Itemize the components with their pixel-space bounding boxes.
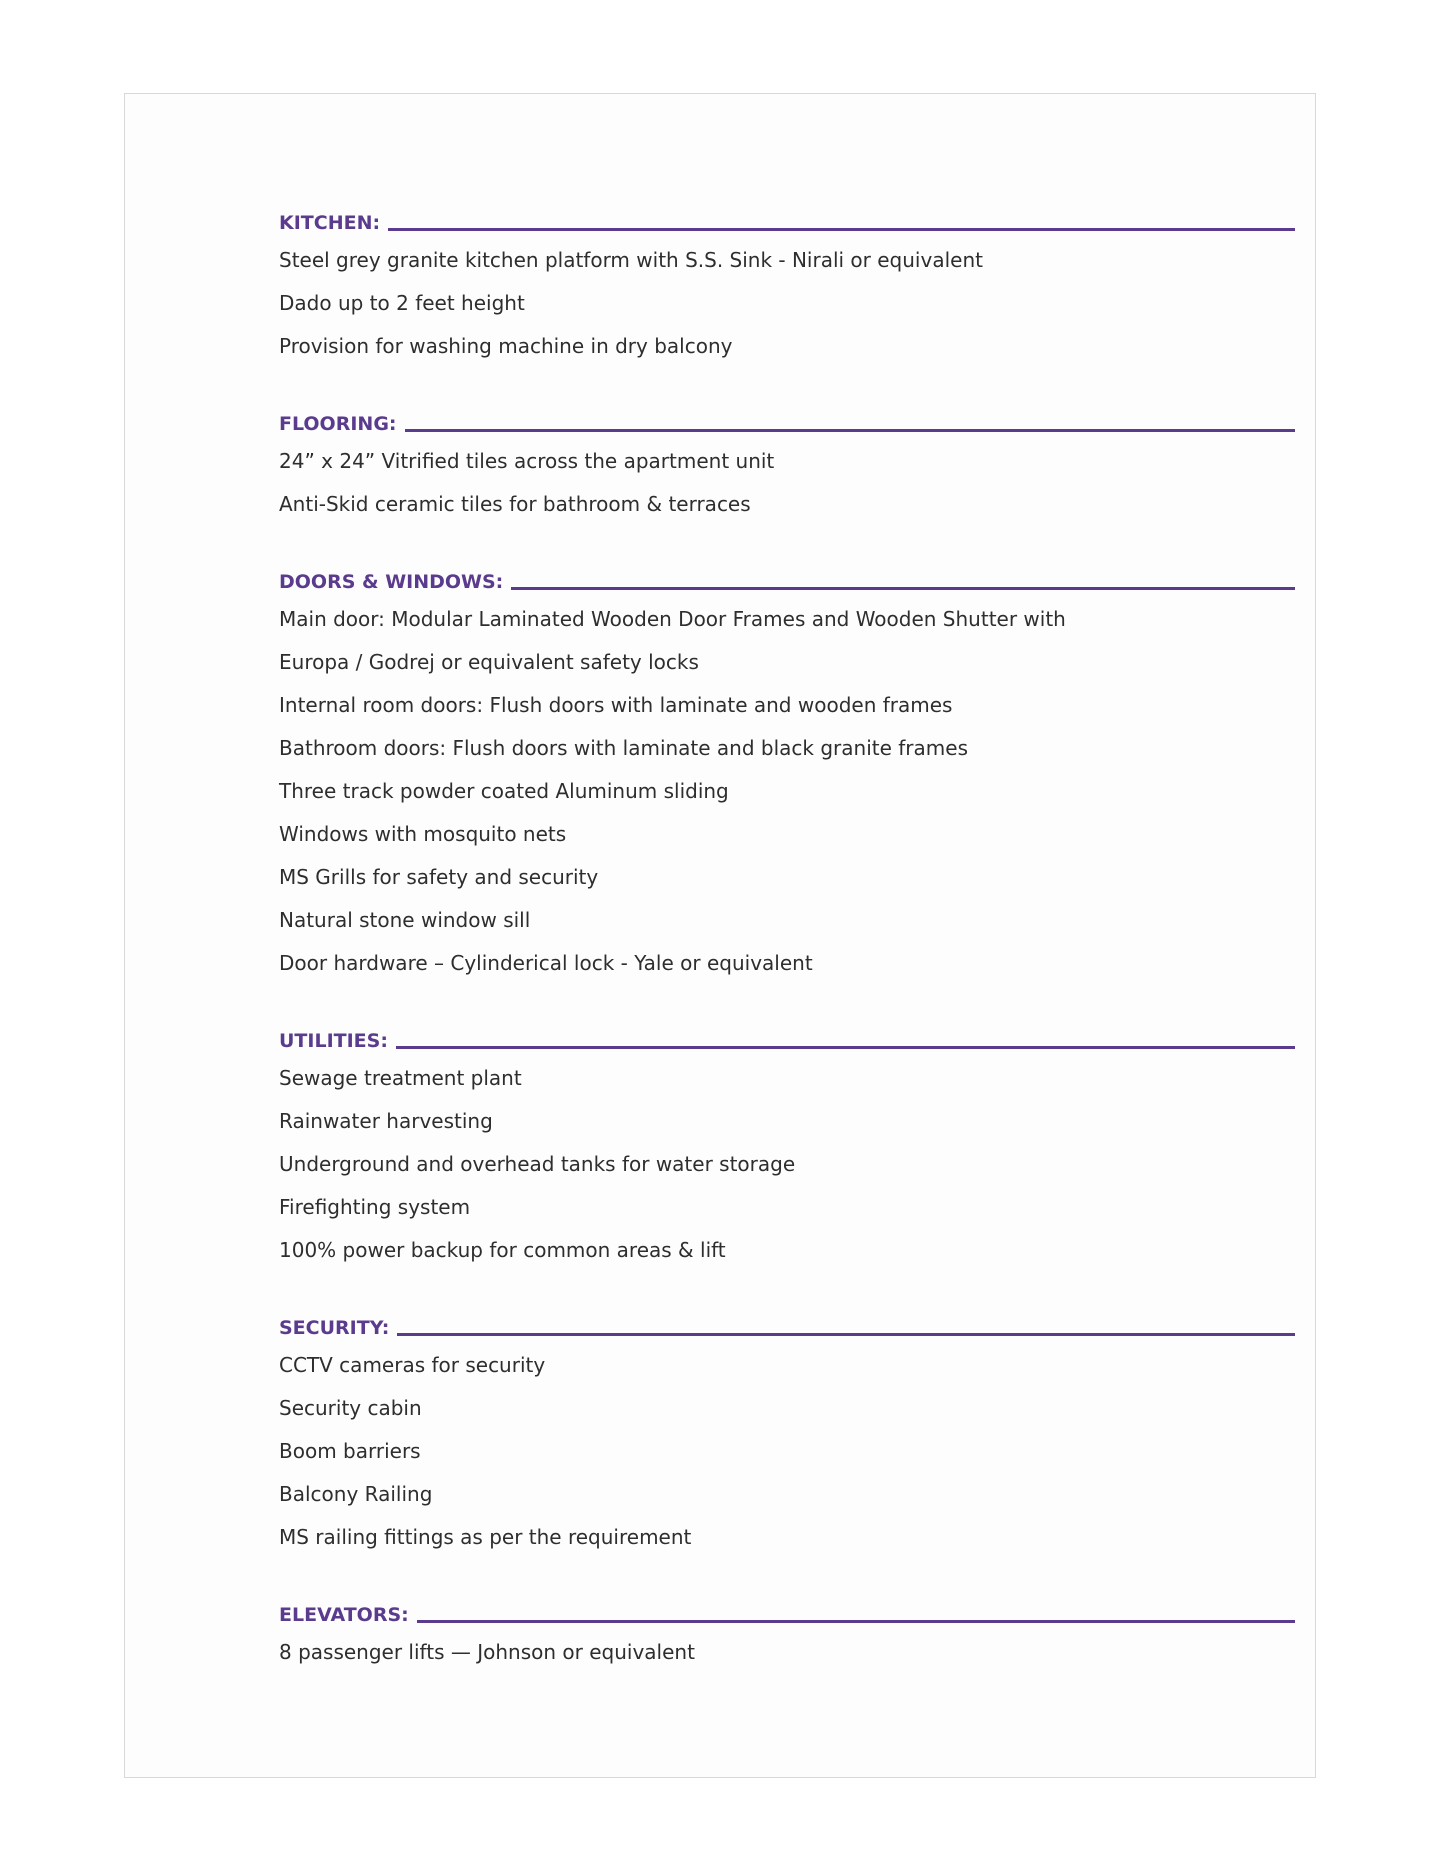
list-item: Three track powder coated Aluminum sliding [279,779,729,803]
heading-rule [417,1620,1295,1623]
list-item: Balcony Railing [279,1482,433,1506]
list-item: Windows with mosquito nets [279,822,567,846]
section-heading [279,208,1295,239]
list-item: Security cabin [279,1396,422,1420]
list-item: Steel grey granite kitchen platform with S.S. Sink - Nirali or equivalent [279,248,983,272]
list-item: Underground and overhead tanks for water storage [279,1152,796,1176]
list-item: Sewage treatment plant [279,1066,522,1090]
list-item: Rainwater harvesting [279,1109,493,1133]
heading-rule [397,1333,1295,1336]
heading-rule [405,429,1295,432]
section-heading [279,1313,1295,1344]
list-item: 100% power backup for common areas & lift [279,1238,726,1262]
heading-rule [396,1046,1295,1049]
section-security [279,1313,1295,1559]
list-item: 24” x 24” Vitrified tiles across the apartment unit [279,449,775,473]
section-heading [279,409,1295,440]
specifications-list [279,208,1295,1715]
list-item: MS Grills for safety and security [279,865,599,889]
list-item: Provision for washing machine in dry balcony [279,334,733,358]
section-title: KITCHEN: [279,212,381,234]
section-title: DOORS & WINDOWS: [279,571,504,593]
section-heading [279,567,1295,598]
section-title: UTILITIES: [279,1030,388,1052]
heading-rule [511,587,1295,590]
list-item: 8 passenger lifts — Johnson or equivalent [279,1640,695,1664]
section-heading [279,1026,1295,1057]
list-item: Europa / Godrej or equivalent safety locks [279,650,699,674]
list-item: Boom barriers [279,1439,421,1463]
section-elevators [279,1600,1295,1674]
section-heading [279,1600,1295,1631]
list-item: Bathroom doors: Flush doors with laminate and black granite frames [279,736,968,760]
section-title: FLOORING: [279,413,397,435]
list-item: Anti-Skid ceramic tiles for bathroom & terraces [279,492,751,516]
section-doors-windows [279,567,1295,985]
list-item: Dado up to 2 feet height [279,291,525,315]
section-utilities [279,1026,1295,1272]
list-item: MS railing fittings as per the requirement [279,1525,692,1549]
list-item: Firefighting system [279,1195,471,1219]
document-page [124,93,1316,1778]
section-kitchen [279,208,1295,368]
section-flooring [279,409,1295,526]
list-item: Door hardware – Cylinderical lock - Yale or equivalent [279,951,813,975]
section-title: SECURITY: [279,1317,390,1339]
section-title: ELEVATORS: [279,1604,409,1626]
list-item: Natural stone window sill [279,908,531,932]
list-item: Main door: Modular Laminated Wooden Door Frames and Wooden Shutter with [279,607,1066,631]
list-item: CCTV cameras for security [279,1353,546,1377]
heading-rule [388,228,1295,231]
list-item: Internal room doors: Flush doors with laminate and wooden frames [279,693,953,717]
